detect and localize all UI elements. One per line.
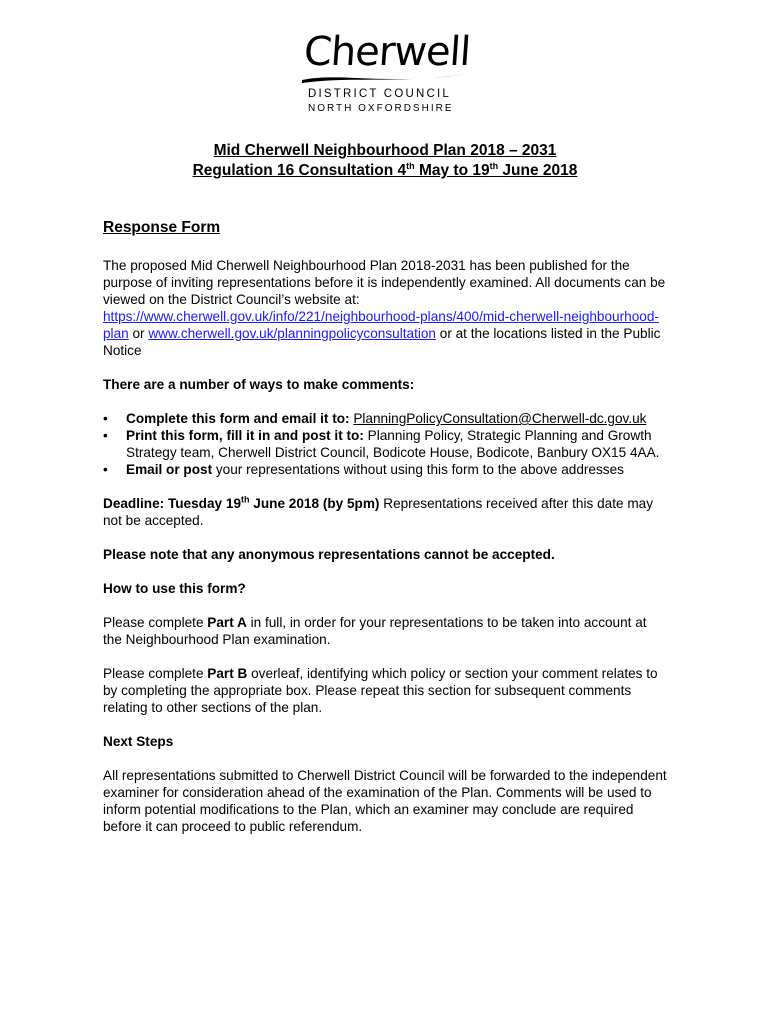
anonymous-notice: Please note that any anonymous representations cannot be accepted.	[103, 547, 555, 562]
deadline-paragraph: Deadline: Tuesday 19th June 2018 (by 5pm) Representations received after this date may not be accepted.	[103, 494, 653, 528]
next-steps-paragraph: All representations submitted to Cherwell District Council will be forwarded to the independent examiner for consideration ahead of the examination of the Plan. Comments will be used to inform potential modifications to the Plan, which an examiner may conclude are required before it can proceed to public referendum.	[103, 768, 667, 834]
logo-wordmark: Cherwell	[302, 29, 472, 75]
list-item: • Email or post your representations without using this form to the above addresses	[103, 462, 624, 477]
mid-cherwell-plan-link[interactable]: https://www.cherwell.gov.uk/info/221/neighbourhood-plans/400/mid-cherwell-neighbourhood-plan	[103, 309, 659, 341]
document-subtitle: Regulation 16 Consultation 4th May to 19th June 2018	[192, 160, 578, 179]
intro-paragraph: The proposed Mid Cherwell Neighbourhood Plan 2018-2031 has been published for the purpose of inviting representations before it is independently examined. All documents can be viewed on the District Council’s website at: https://www.cherwell.gov.uk/info/221/neighbourhood-plans/400/mid-cherwell-neighbourhood-plan or www.cherwell.gov.uk/planningpolicyconsultation or at the locations listed in the Public Notice	[103, 258, 666, 358]
planning-consultation-link[interactable]: www.cherwell.gov.uk/planningpolicyconsultation	[148, 326, 436, 341]
list-item: • Complete this form and email it to: PlanningPolicyConsultation@Cherwell-dc.gov.uk	[103, 411, 647, 426]
form-body	[103, 218, 668, 852]
list-item: • Print this form, fill it in and post it to: Planning Policy, Strategic Planning and Growth Strategy team, Cherwell District Council, Bodicote House, Bodicote, Banbury OX15 4AA.	[103, 428, 660, 460]
consultation-email-link[interactable]: PlanningPolicyConsultation@Cherwell-dc.gov.uk	[353, 411, 647, 426]
bullet-icon: •	[103, 411, 108, 426]
response-form-heading: Response Form	[103, 219, 221, 236]
logo-subtitle: DISTRICT COUNCIL	[308, 88, 451, 100]
document-title: Mid Cherwell Neighbourhood Plan 2018 – 2031	[213, 142, 557, 159]
part-b-paragraph: Please complete Part B overleaf, identifying which policy or section your comment relates to by completing the appropriate box. Please repeat this section for subsequent comments relating to other sections of the plan.	[103, 666, 658, 715]
logo-region: NORTH OXFORDSHIRE	[308, 103, 454, 114]
how-to-heading: How to use this form?	[103, 581, 246, 596]
logo-swoosh-icon	[300, 70, 470, 86]
ways-heading: There are a number of ways to make comments:	[103, 377, 415, 392]
next-steps-heading: Next Steps	[103, 734, 174, 749]
submission-methods-list	[103, 410, 668, 478]
bullet-icon: •	[103, 428, 108, 443]
part-a-paragraph: Please complete Part A in full, in order for your representations to be taken into account at the Neighbourhood Plan examination.	[103, 615, 647, 647]
bullet-icon: •	[103, 462, 108, 477]
council-logo	[300, 30, 470, 120]
